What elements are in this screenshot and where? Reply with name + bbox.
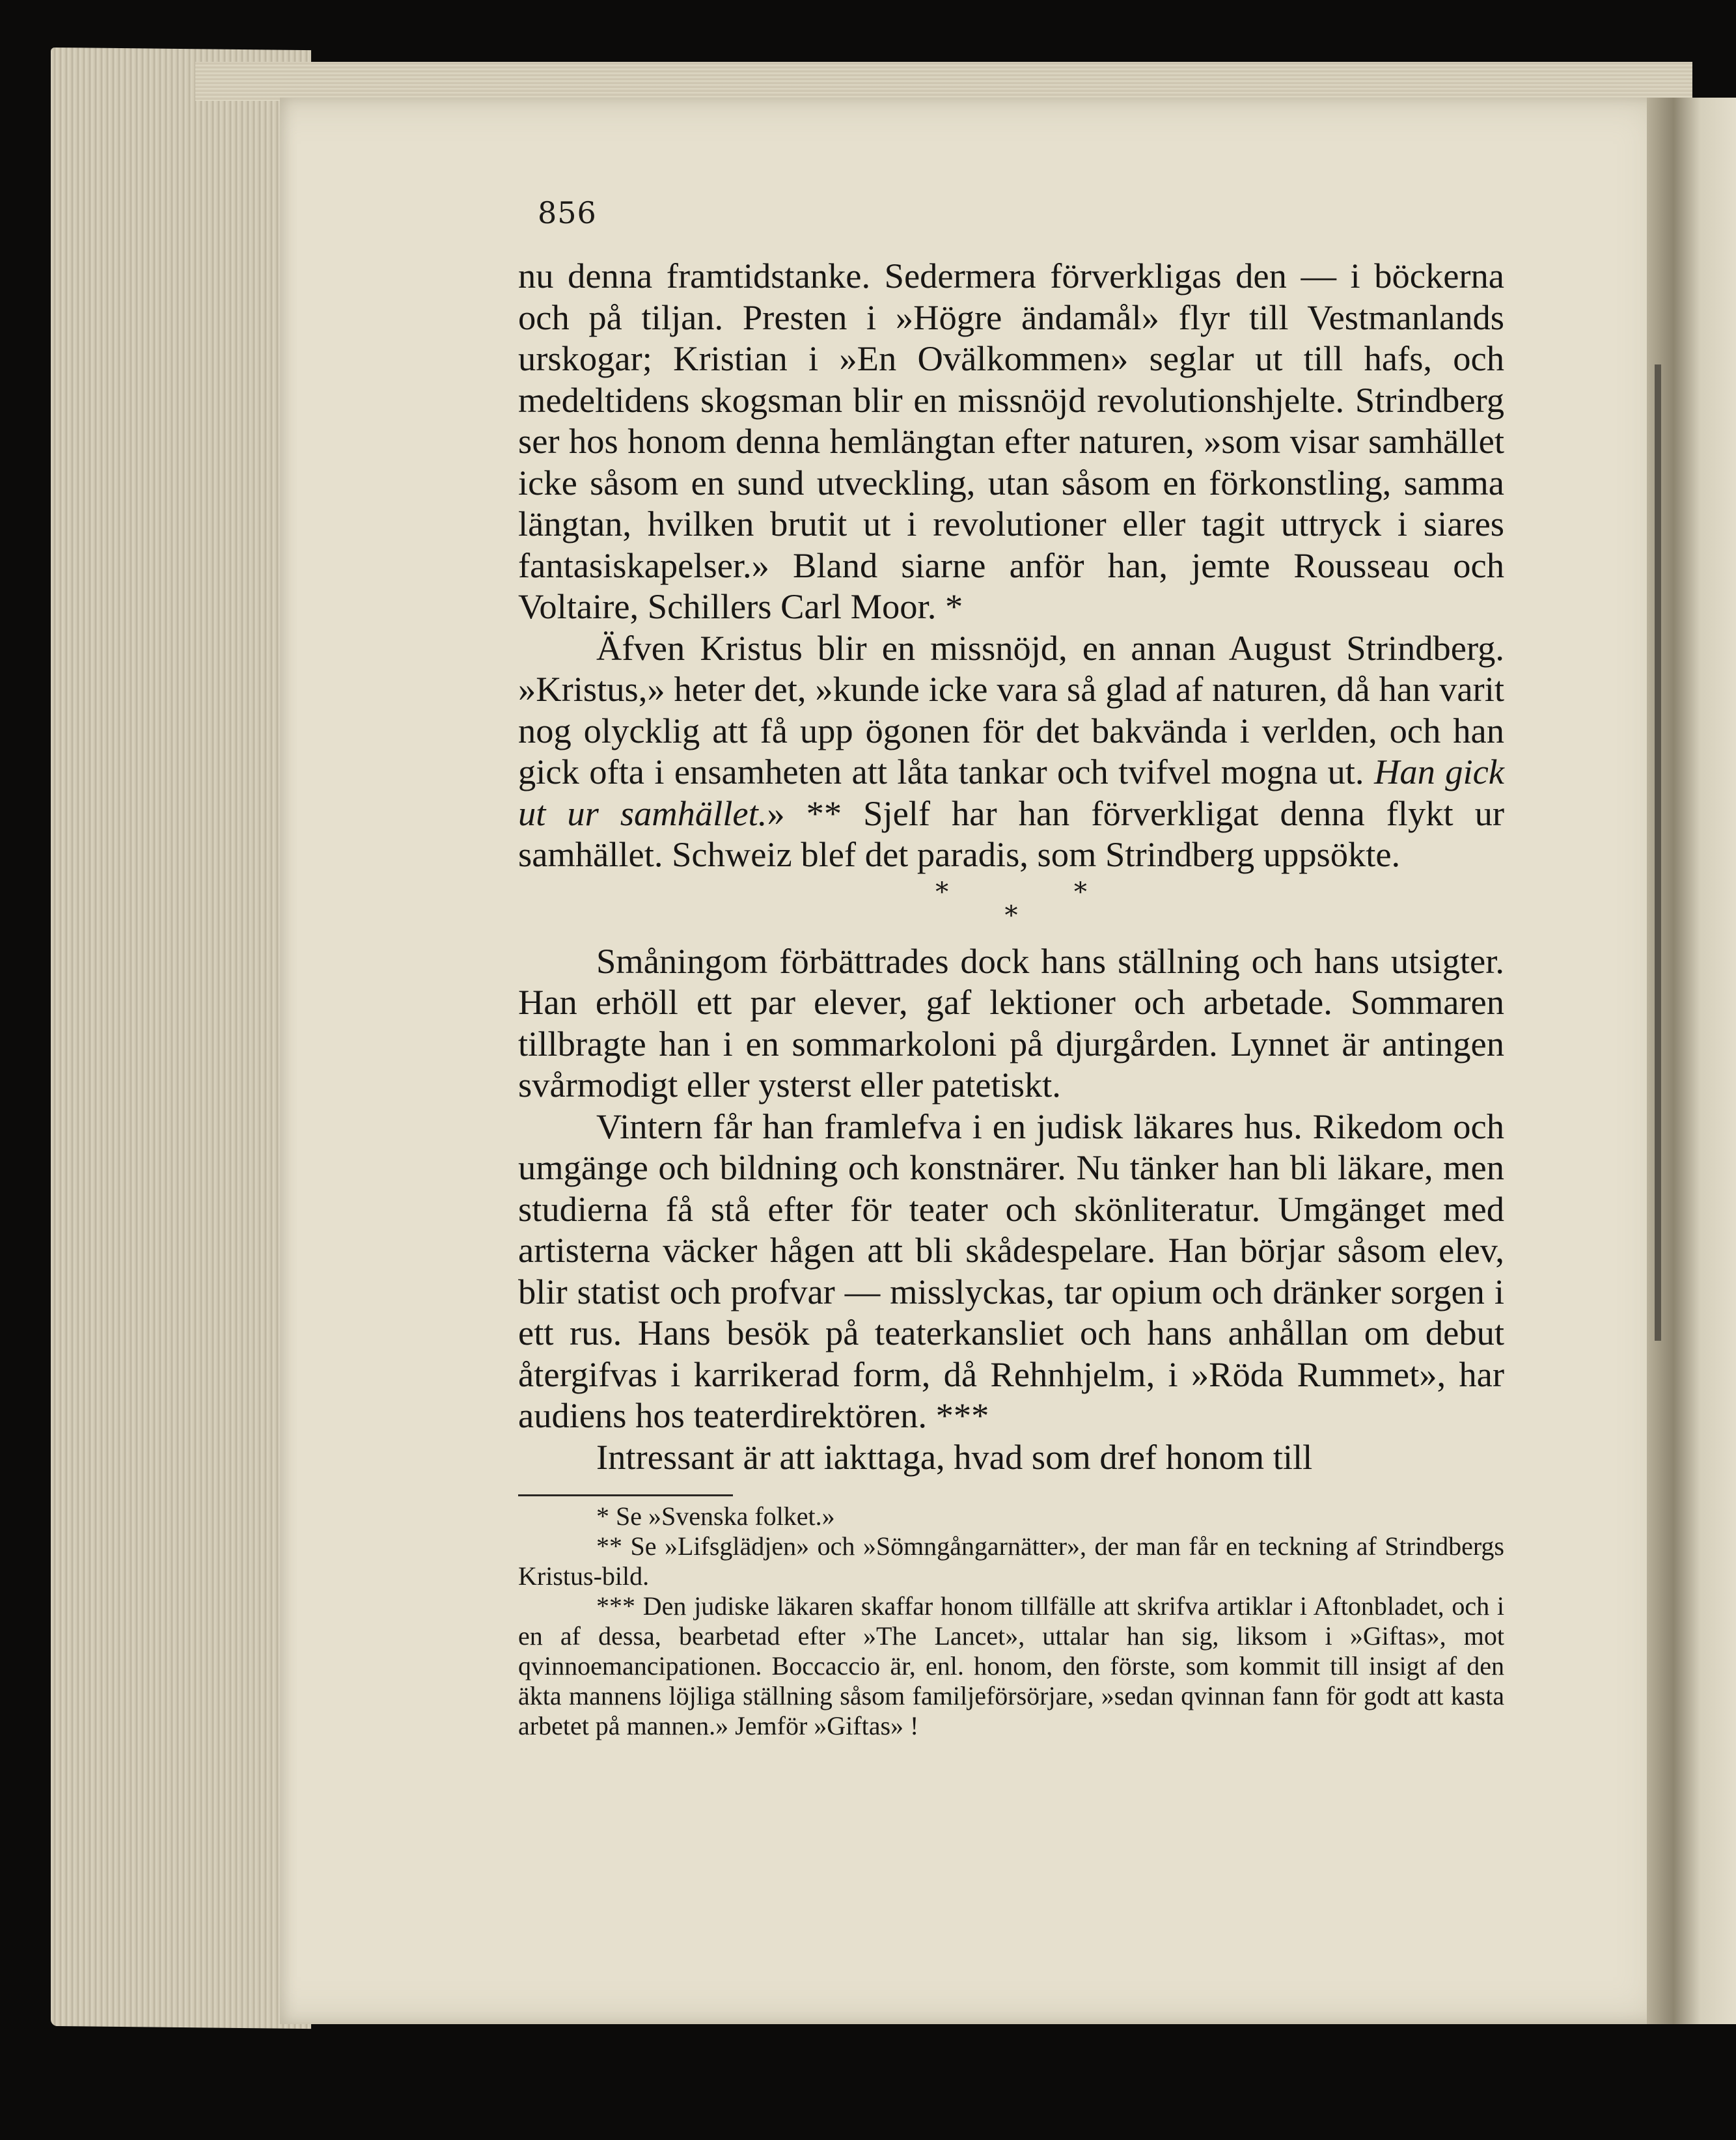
separator-bottom: * <box>1004 900 1018 931</box>
footnote-3: *** Den judiske läkaren skaffar honom tillfälle att skrifva artiklar i Aftonbladet, och i en af dessa, bearbetad efter »The Lancet», uttalar han sig, liksom i »Giftas», mot qvinnoemancipationen. Boccaccio är, enl. honom, den förste, som kommit till insigt af den äkta mannens löjliga ställning såsom familjeförsörjare, »sedan qvinnan fann för godt att kasta arbetet på mannen.» Jemför »Giftas» ! <box>518 1591 1504 1740</box>
book-top-edges <box>195 62 1692 101</box>
gutter-shadow <box>1655 364 1661 1341</box>
paragraph-3: Småningom förbättrades dock hans ställning och hans utsigter. Han erhöll ett par elever, gaf lektioner och arbetade. Sommaren tillbragte han i en sommarkoloni på djurgården. Lynnet är antingen svårmodigt eller ysterst eller patetiskt. <box>518 940 1504 1104</box>
separator-top: * * <box>935 877 1146 907</box>
italic-phrase: Han gick ut ur samhället. <box>518 752 1504 833</box>
paragraph-2-text: Äfven Kristus blir en missnöjd, en annan August Strindberg. »Kristus,» heter det, »kunde icke vara så glad af naturen, då han varit nog olycklig att få upp ögonen för det bakvända i verlden, och han gick ofta i ensamheten att låta tankar och tvifvel mogna ut. <box>518 627 1504 791</box>
paragraph-2-end: » ** Sjelf har han förverkligat denna flykt ur samhället. Schweiz blef det paradis, som Strindberg uppsökte. <box>518 793 1504 874</box>
book-page-edges <box>51 48 311 2029</box>
paragraph-1: nu denna framtidstanke. Sedermera förverkligas den — i böckerna och på tiljan. Presten i »Högre ändamål» flyr till Vestmanlands urskogar; Kristian i »En Ovälkommen» seglar ut till hafs, och medeltidens skogsman blir en missnöjd revolutionshjelte. Strindberg ser hos honom denna hemlängtan efter naturen, »som visar samhället icke såsom en sund utveckling, utan såsom en förkonstling, samma längtan, hvilken brutit ut i revolutioner eller tagit uttryck i siares fantasiskapelser.» Bland siarne anför han, jemte Rousseau och Voltaire, Schillers Carl Moor. * <box>518 256 1504 626</box>
paragraph-5: Intressant är att iakttaga, hvad som dref honom till <box>596 1436 1313 1477</box>
footnotes <box>518 1502 1504 1741</box>
paragraph-2 <box>518 627 1504 875</box>
section-separator <box>518 877 1504 931</box>
footnote-2: ** Se »Lifsglädjen» och »Sömngångarnätter», der man får en teckning af Strindbergs Kristus-bild. <box>518 1531 1504 1591</box>
page-number: 856 <box>538 195 597 230</box>
footnote-rule <box>518 1494 733 1496</box>
footnote-1: * Se »Svenska folket.» <box>596 1502 835 1531</box>
body-text <box>518 255 1504 1741</box>
paragraph-4: Vintern får han framlefva i en judisk läkares hus. Rikedom och umgänge och bildning och konstnärer. Nu tänker han bli läkare, men studierna få stå efter för teater och skönliteratur. Umgänget med artisterna väcker hågen att bli skådespelare. Han börjar såsom elev, blir statist och profvar — misslyckas, tar opium och dränker sorgen i ett rus. Hans besök på teaterkansliet och hans anhållan om debut återgifvas i karrikerad form, då Rehnhjelm, i »Röda Rummet», har audiens hos teaterdirektören. *** <box>518 1106 1504 1435</box>
